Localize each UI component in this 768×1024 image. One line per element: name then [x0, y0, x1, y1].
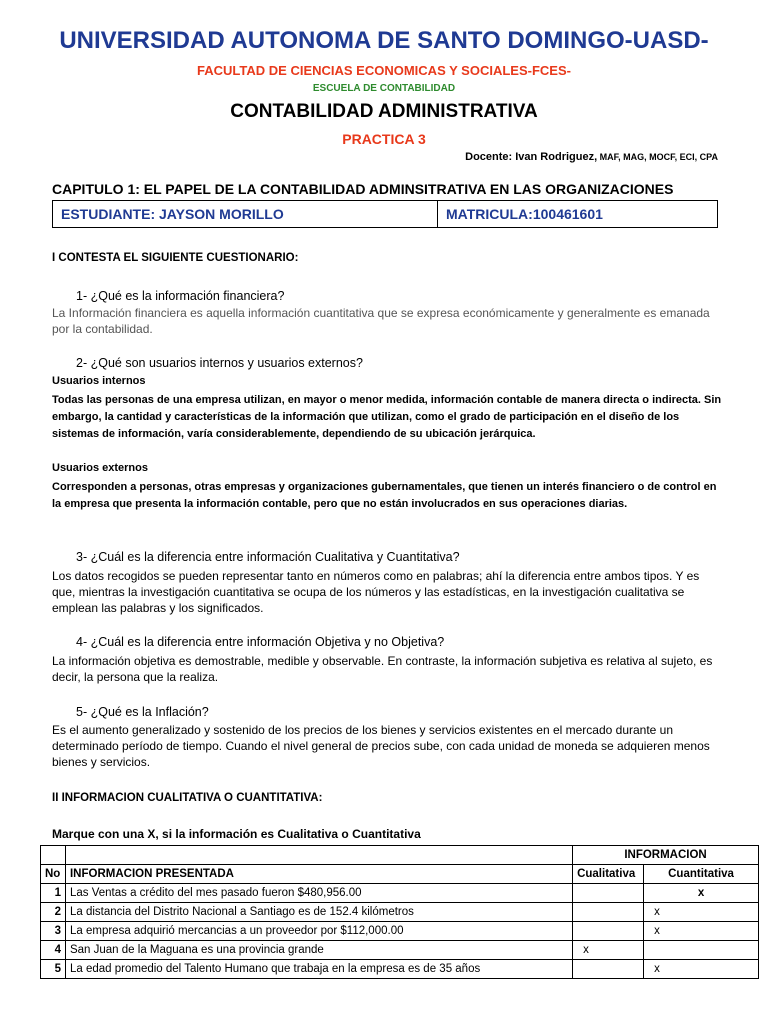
student-name: ESTUDIANTE: JAYSON MORILLO [53, 201, 438, 227]
row-qual-mark[interactable] [573, 960, 644, 979]
table-group-header: INFORMACION [573, 846, 759, 865]
row-qual-mark[interactable] [573, 922, 644, 941]
row-number: 1 [41, 884, 66, 903]
question-1: 1- ¿Qué es la información financiera? [76, 289, 285, 303]
student-id: MATRICULA:100461601 [446, 206, 603, 222]
table-header-quant: Cuantitativa [644, 865, 759, 884]
table-header-info: INFORMACION PRESENTADA [65, 865, 572, 884]
table-row [41, 884, 759, 903]
row-qual-mark[interactable]: x [573, 941, 644, 960]
table-group-header-row [41, 846, 759, 865]
faculty-title: FACULTAD DE CIENCIAS ECONOMICAS Y SOCIALES-FCES- [197, 63, 571, 78]
student-box [52, 200, 718, 228]
table-header-no: No [41, 865, 66, 884]
row-text: La empresa adquirió mercancias a un proveedor por $112,000.00 [65, 922, 572, 941]
row-quant-mark[interactable]: x [644, 922, 759, 941]
row-number: 3 [41, 922, 66, 941]
question-5: 5- ¿Qué es la Inflación? [76, 705, 209, 719]
answer-2-internal: Todas las personas de una empresa utilizan, en mayor o menor medida, información contable de manera directa o indirecta. Sin embargo, la cantidad y características de la información que utilizan, como el grado de participación en el diseño de los sistemas de información, varía considerablemente, dependiendo de su ubicación jerárquica. [52, 394, 722, 440]
answer-2-external-title: Usuarios externos [52, 462, 148, 474]
row-text: La edad promedio del Talento Humano que trabaja en la empresa es de 35 años [65, 960, 572, 979]
answer-5: Es el aumento generalizado y sostenido de los precios de los bienes y servicios existentes en el mercado durante un determinado período de tiempo. Cuando el nivel general de precios sube, con cada unidad de moneda se adquieren menos bienes y servicios. [52, 723, 710, 769]
table-row [41, 941, 759, 960]
course-title: CONTABILIDAD ADMINISTRATIVA [230, 101, 538, 122]
table-row [41, 960, 759, 979]
table-cell-empty [41, 846, 66, 865]
row-number: 5 [41, 960, 66, 979]
teacher-name: Docente: Ivan Rodriguez, [465, 151, 598, 163]
row-quant-mark[interactable]: x [644, 903, 759, 922]
row-qual-mark[interactable] [573, 884, 644, 903]
table-header-row [41, 865, 759, 884]
answer-4: La información objetiva es demostrable, medible y observable. En contraste, la información subjetiva es relativa al sujeto, es decir, la persona que la realiza. [52, 654, 713, 684]
teacher-line [465, 151, 718, 163]
row-text: San Juan de la Maguana es una provincia grande [65, 941, 572, 960]
table-row [41, 903, 759, 922]
table-header-qual: Cualitativa [573, 865, 644, 884]
row-number: 4 [41, 941, 66, 960]
table-row [41, 922, 759, 941]
answer-2-external: Corresponden a personas, otras empresas y organizaciones gubernamentales, que tienen un interés financiero o de control en la empresa que presenta la información contable, pero que no están involucrados en sus operaciones diarias. [52, 481, 717, 510]
row-quant-mark[interactable]: x [644, 884, 759, 903]
question-4: 4- ¿Cuál es la diferencia entre información Objetiva y no Objetiva? [76, 635, 445, 649]
row-text: La distancia del Distrito Nacional a Santiago es de 152.4 kilómetros [65, 903, 572, 922]
answer-2-internal-title: Usuarios internos [52, 375, 146, 387]
teacher-quals: MAF, MAG, MOCF, ECI, CPA [597, 152, 718, 162]
answer-1: La Información financiera es aquella información cuantitativa que se expresa económicamente y generalmente es emanada por la contabilidad. [52, 306, 710, 336]
section1-title: I CONTESTA EL SIGUIENTE CUESTIONARIO: [52, 252, 299, 264]
row-qual-mark[interactable] [573, 903, 644, 922]
practice-title: PRACTICA 3 [342, 131, 426, 147]
school-title: ESCUELA DE CONTABILIDAD [312, 83, 456, 94]
table-cell-empty [65, 846, 572, 865]
section2-title: II INFORMACION CUALITATIVA O CUANTITATIVA: [52, 792, 323, 804]
university-title: UNIVERSIDAD AUTONOMA DE SANTO DOMINGO-UASD- [59, 27, 709, 54]
row-quant-mark[interactable]: x [644, 960, 759, 979]
row-number: 2 [41, 903, 66, 922]
question-3: 3- ¿Cuál es la diferencia entre información Cualitativa y Cuantitativa? [76, 550, 460, 564]
chapter-title: CAPITULO 1: EL PAPEL DE LA CONTABILIDAD ADMINSITRATIVA EN LAS ORGANIZACIONES [52, 181, 674, 197]
row-quant-mark[interactable] [644, 941, 759, 960]
classification-table [40, 845, 759, 979]
answer-3: Los datos recogidos se pueden representar tanto en números como en palabras; ahí la diferencia entre ambos tipos. Y es que, mientras la investigación cuantitativa se ocupa de los números y las estadísticas, en la investigación cualitativa se emplean las palabras y los significados. [52, 569, 700, 615]
question-2: 2- ¿Qué son usuarios internos y usuarios externos? [76, 356, 363, 370]
section2-instruction: Marque con una X, si la información es Cualitativa o Cuantitativa [52, 827, 421, 841]
row-text: Las Ventas a crédito del mes pasado fueron $480,956.00 [65, 884, 572, 903]
